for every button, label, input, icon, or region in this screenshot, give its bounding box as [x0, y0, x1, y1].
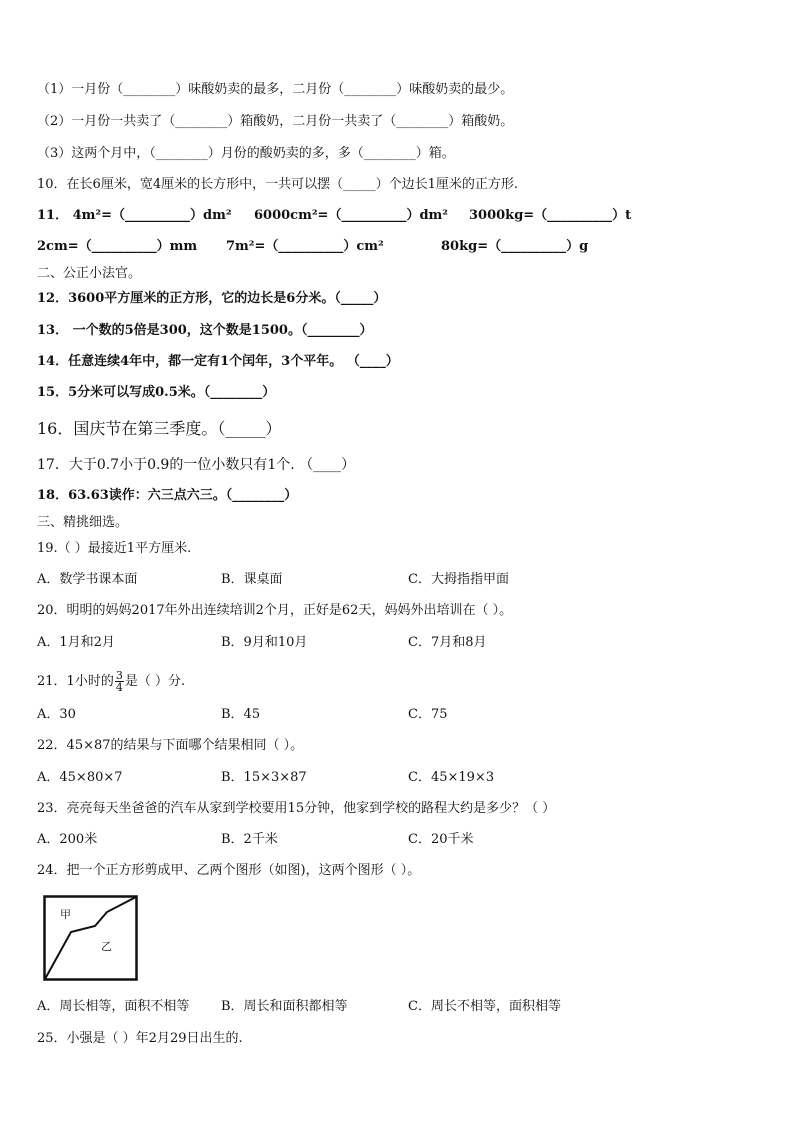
square-outline — [45, 897, 137, 980]
q9-part2: （2）一月份一共卖了（________）箱酸奶，二月份一共卖了（________）箱酸奶。 — [37, 114, 514, 129]
question-24: 24．把一个正方形剪成甲、乙两个图形（如图)，这两个图形（ ）。 — [37, 863, 421, 878]
q24-option-c: C．周长不相等，面积相等 — [408, 999, 561, 1014]
q24-option-a: A．周长相等，面积不相等 — [37, 999, 190, 1014]
question-11-f: 80kg=（__________）g — [441, 239, 589, 254]
section-3-heading: 三、精挑细选。 — [37, 515, 129, 530]
question-15: 15．5分米可以写成0.5米。（________） — [37, 385, 276, 400]
cut-line — [45, 897, 136, 979]
q9-part3: （3）这两个月中，（________）月份的酸奶卖的多，多（________）箱。 — [37, 146, 455, 161]
q20-option-a: A．1月和2月 — [37, 635, 115, 650]
q23-option-c: C．20千米 — [408, 832, 474, 847]
q23-option-b: B．2千米 — [221, 832, 278, 847]
question-11-e: 7m²=（__________）cm² — [226, 239, 384, 254]
fraction-denominator: 4 — [115, 681, 123, 694]
fraction-numerator: 3 — [115, 669, 123, 682]
question-11-c: 3000kg=（__________）t — [469, 208, 632, 223]
question-18: 18．63.63读作：六三点六三。（________） — [37, 488, 298, 503]
question-19: 19.（ ）最接近1平方厘米. — [37, 541, 192, 556]
question-23: 23．亮亮每天坐爸爸的汽车从家到学校要用15分钟，他家到学校的路程大约是多少？（ ） — [37, 801, 556, 816]
q22-option-c: C．45×19×3 — [408, 770, 495, 785]
question-11-a: 11． 4m²=（__________）dm² — [37, 208, 232, 223]
q22-option-b: B．15×3×87 — [221, 770, 307, 785]
question-13: 13． 一个数的5倍是300，这个数是1500。（________） — [37, 323, 373, 338]
question-10: 10．在长6厘米，宽4厘米的长方形中，一共可以摆（_____）个边长1厘米的正方形. — [37, 177, 518, 192]
q23-option-a: A．200米 — [37, 832, 98, 847]
q19-option-b: B．课桌面 — [221, 572, 283, 587]
question-16: 16．国庆节在第三季度。（_____） — [37, 419, 282, 438]
question-12: 12．3600平方厘米的正方形，它的边长是6分米。（_____） — [37, 291, 387, 306]
q19-option-c: C．大拇指指甲面 — [408, 572, 509, 587]
q20-option-c: C．7月和8月 — [408, 635, 487, 650]
question-20: 20．明明的妈妈2017年外出连续培训2个月，正好是62天，妈妈外出培训在（ ）。 — [37, 603, 513, 618]
q20-option-b: B．9月和10月 — [221, 635, 308, 650]
q21-prefix: 21．1小时的 — [37, 674, 114, 689]
question-17: 17．大于0.7小于0.9的一位小数只有1个. （____） — [37, 457, 356, 473]
question-25: 25．小强是（ ）年2月29日出生的. — [37, 1031, 243, 1046]
q19-option-a: A．数学书课本面 — [37, 572, 138, 587]
question-14: 14．任意连续4年中，都一定有1个闰年，3个平年。 （____） — [37, 354, 399, 369]
question-11-d: 2cm=（__________）mm — [37, 239, 198, 254]
section-2-heading: 二、公正小法官。 — [37, 266, 142, 281]
q21-option-b: B．45 — [221, 707, 261, 722]
square-cut-figure — [40, 892, 142, 984]
q24-option-b: B．周长和面积都相等 — [221, 999, 348, 1014]
question-22: 22．45×87的结果与下面哪个结果相同（ ）。 — [37, 738, 304, 753]
figure-label-yi: 乙 — [101, 940, 112, 953]
fraction-three-quarters — [115, 670, 124, 693]
q21-option-c: C．75 — [408, 707, 448, 722]
q21-option-a: A．30 — [37, 707, 76, 722]
q9-part1: （1）一月份（________）味酸奶卖的最多，二月份（________）味酸奶卖的最少。 — [37, 82, 514, 97]
figure-label-jia: 甲 — [60, 908, 71, 921]
q22-option-a: A．45×80×7 — [37, 770, 123, 785]
question-11-b: 6000cm²=（__________）dm² — [254, 208, 448, 223]
q21-suffix: 是（ ）分. — [124, 674, 186, 689]
question-21 — [37, 670, 185, 693]
